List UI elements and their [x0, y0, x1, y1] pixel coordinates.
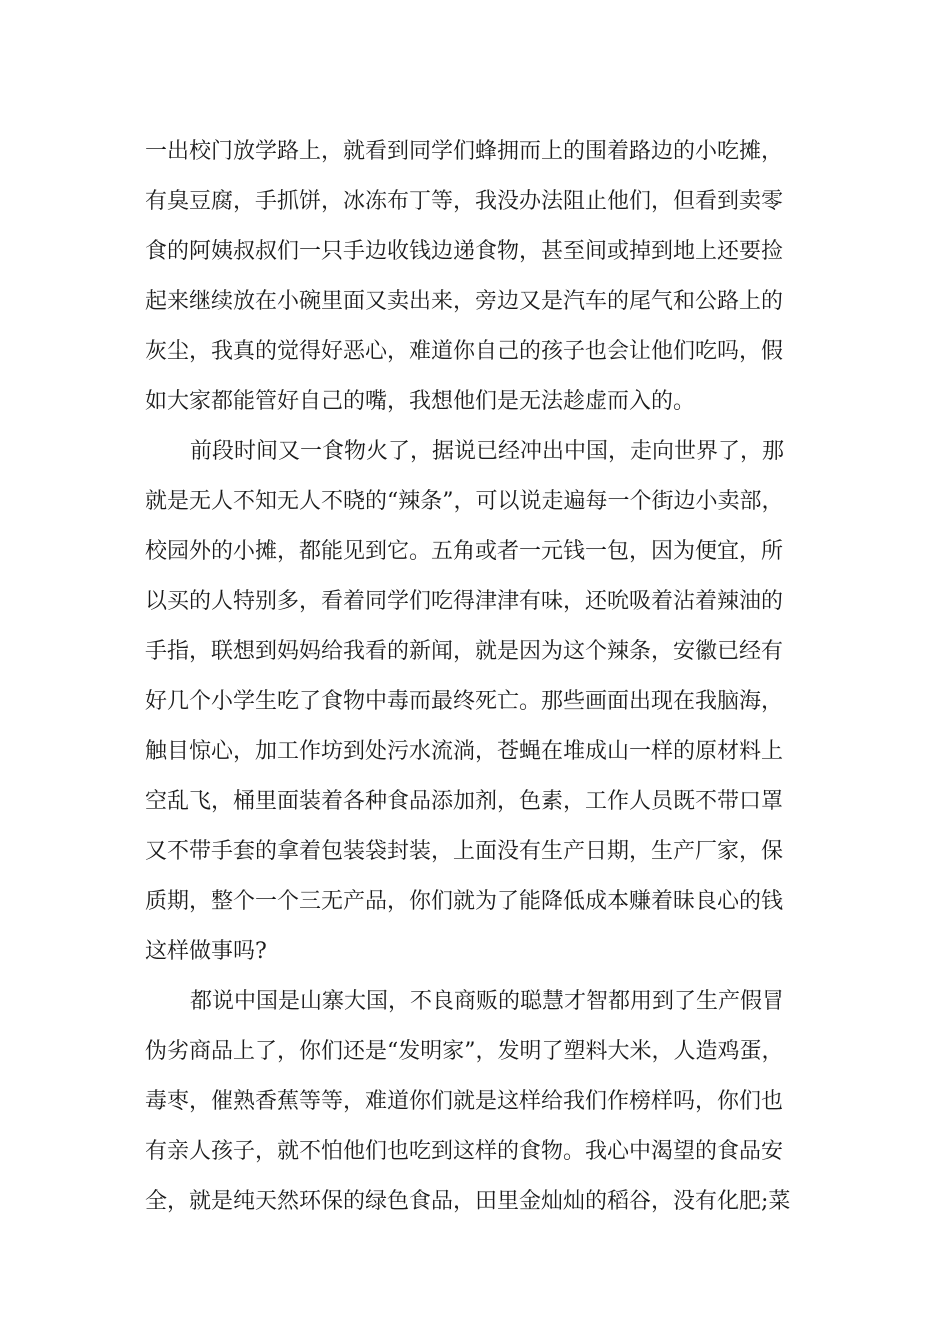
- text-line: 如大家都能管好自己的嘴，我想他们是无法趁虚而入的。: [145, 389, 696, 414]
- text-line: 有臭豆腐，手抓饼，冰冻布丁等，我没办法阻止他们，但看到卖零: [145, 189, 784, 214]
- text-line: 灰尘，我真的觉得好恶心，难道你自己的孩子也会让他们吃吗，假: [145, 339, 784, 364]
- text-line: 就是无人不知无人不晓的“辣条”，可以说走遍每一个街边小卖部，: [145, 489, 784, 514]
- text-line: 校园外的小摊，都能见到它。五角或者一元钱一包，因为便宜，所: [145, 539, 784, 564]
- text-line: 手指，联想到妈妈给我看的新闻，就是因为这个辣条，安徽已经有: [145, 639, 784, 664]
- paragraph-start-line: 都说中国是山寨大国，不良商贩的聪慧才智都用到了生产假冒: [190, 989, 785, 1014]
- text-line: 食的阿姨叔叔们一只手边收钱边递食物，甚至间或掉到地上还要捡: [145, 239, 784, 264]
- text-line: 全，就是纯天然环保的绿色食品，田里金灿灿的稻谷，没有化肥;菜: [145, 1189, 791, 1214]
- text-line: 空乱飞，桶里面装着各种食品添加剂，色素，工作人员既不带口罩: [145, 789, 784, 814]
- text-line: 有亲人孩子，就不怕他们也吃到这样的食物。我心中渴望的食品安: [145, 1139, 784, 1164]
- text-line: 触目惊心，加工作坊到处污水流淌，苍蝇在堆成山一样的原材料上: [145, 739, 784, 764]
- text-line: 起来继续放在小碗里面又卖出来，旁边又是汽车的尾气和公路上的: [145, 289, 784, 314]
- text-line: 这样做事吗?: [145, 939, 267, 964]
- text-line: 伪劣商品上了，你们还是“发明家”，发明了塑料大米，人造鸡蛋，: [145, 1039, 784, 1064]
- text-line: 一出校门放学路上，就看到同学们蜂拥而上的围着路边的小吃摊，: [145, 139, 784, 164]
- essay-body: [145, 127, 845, 1227]
- text-line: 好几个小学生吃了食物中毒而最终死亡。那些画面出现在我脑海，: [145, 689, 784, 714]
- text-line: 质期，整个一个三无产品，你们就为了能降低成本赚着昧良心的钱: [145, 889, 784, 914]
- paragraph-start-line: 前段时间又一食物火了，据说已经冲出中国，走向世界了，那: [190, 439, 785, 464]
- text-line: 毒枣，催熟香蕉等等，难道你们就是这样给我们作榜样吗，你们也: [145, 1089, 784, 1114]
- text-line: 又不带手套的拿着包装袋封装，上面没有生产日期，生产厂家，保: [145, 839, 784, 864]
- text-line: 以买的人特别多，看着同学们吃得津津有味，还吮吸着沾着辣油的: [145, 589, 784, 614]
